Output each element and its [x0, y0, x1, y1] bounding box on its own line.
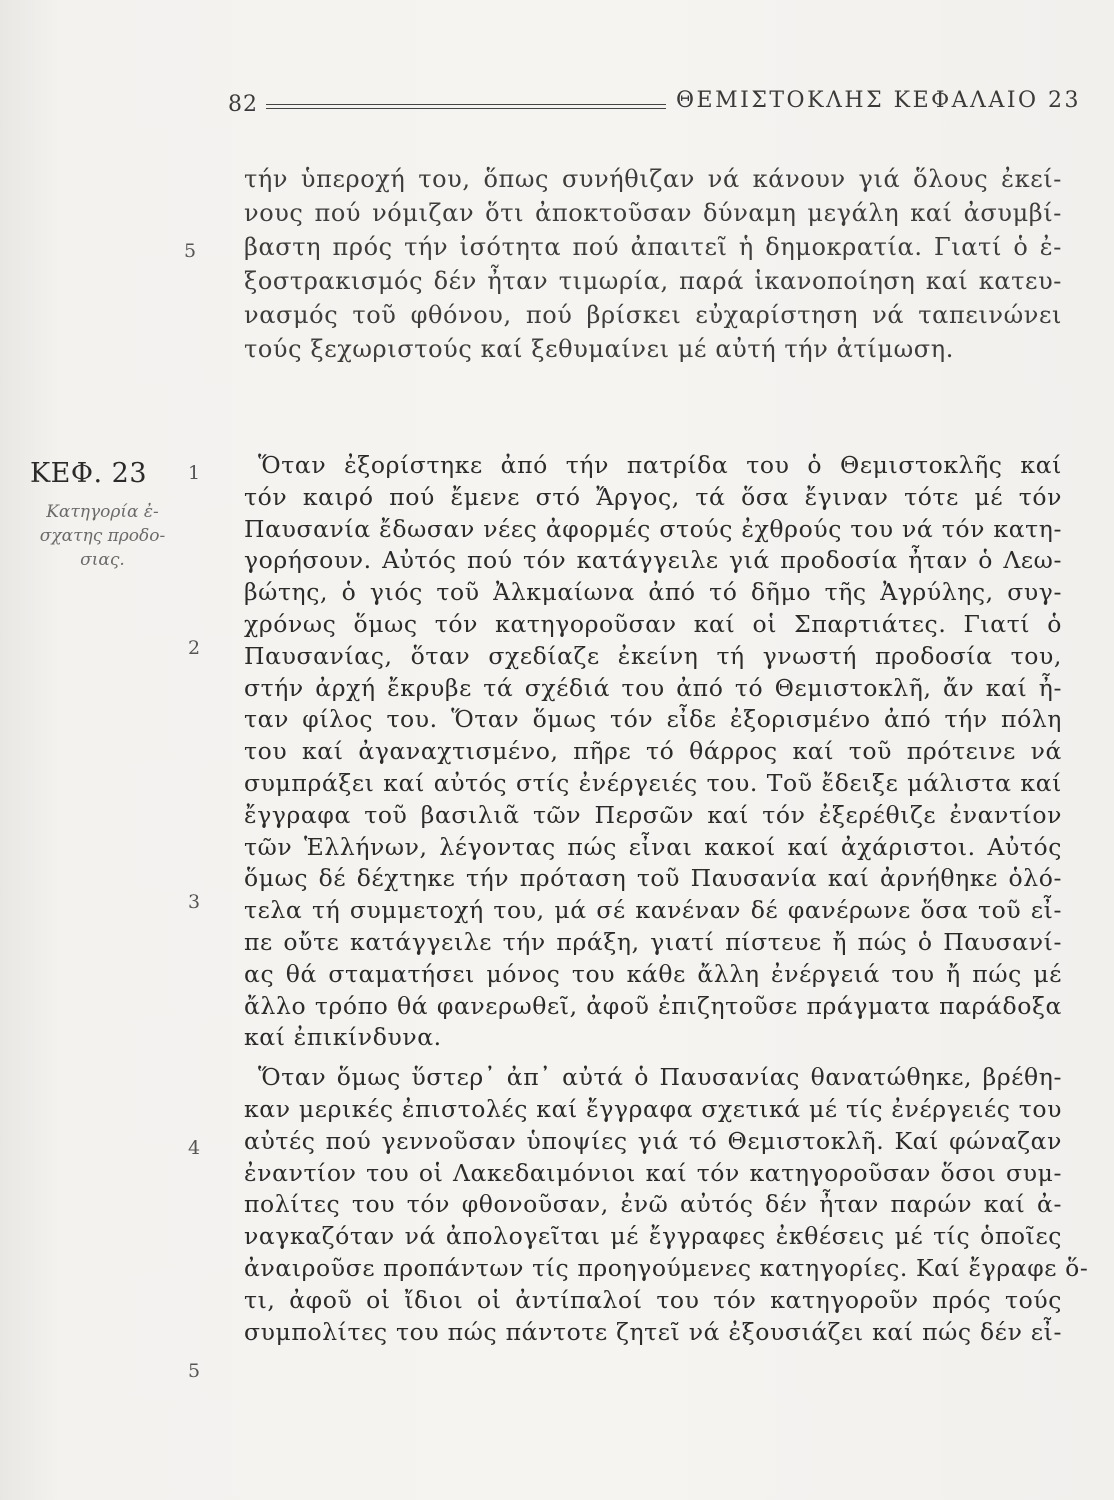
text-line: ἀναιροῦσε προπάντων τίς προηγούμενες κατηγορίες. Καί ἔγραφε ὅ-: [244, 1253, 1089, 1282]
text-line: πε οὔτε κατάγγειλε τήν πράξη, γιατί πίστευε ἤ πώς ὁ Παυσανί-: [244, 927, 1062, 956]
note-line: Κατηγορία ἐ-: [46, 502, 159, 522]
chapter-summary-note: [30, 500, 175, 572]
text-line: ἔγγραφα τοῦ βασιλιᾶ τῶν Περσῶν καί τόν ἐξερέθιζε ἐναντίον: [244, 800, 1062, 829]
text-line: τελα τή συμμετοχή του, μά σέ κανέναν δέ φανέρωνε ὅσα τοῦ εἶ-: [244, 896, 1062, 925]
text-line: τῶν Ἑλλήνων, λέγοντας πώς εἶναι κακοί καί ἀχάριστοι. Αὐτός: [244, 832, 1062, 861]
running-head: [226, 84, 1082, 124]
line-number: 5: [184, 240, 197, 262]
text-line: καί ἐπικίνδυνα.: [244, 1023, 442, 1052]
text-line: ἐναντίον του οἱ Λακεδαιμόνιοι καί τόν κατηγοροῦσαν ὅσοι συμ-: [244, 1158, 1062, 1187]
note-line: σχατης προδο-: [39, 526, 166, 546]
text-line: Ὅταν ἐξορίστηκε ἀπό τήν πατρίδα του ὁ Θεμιστοκλῆς καί: [258, 451, 1062, 479]
text-line: Παυσανίας, ὅταν σχεδίαζε ἐκείνη τή γνωστή προδοσία του,: [244, 641, 1062, 670]
line-number: 3: [188, 891, 201, 913]
line-number: 1: [188, 462, 201, 484]
text-line: στήν ἀρχή ἔκρυβε τά σχέδιά του ἀπό τό Θεμιστοκλῆ, ἄν καί ἦ-: [244, 673, 1062, 702]
text-line: του καί ἀγαναχτισμένο, πῆρε τό θάρρος καί τοῦ πρότεινε νά: [244, 737, 1062, 766]
text-line: Ὅταν ὅμως ὕστερ᾽ ἀπ᾽ αὐτά ὁ Παυσανίας θανατώθηκε, βρέθη-: [258, 1063, 1062, 1092]
text-line: καν μερικές ἐπιστολές καί ἔγγραφα σχετικά μέ τίς ἐνέργειές του: [244, 1094, 1062, 1123]
text-line: χρόνως ὅμως τόν κατηγοροῦσαν καί οἱ Σπαρτιάτες. Γιατί ὁ: [244, 609, 1062, 638]
text-line: τήν ὑπεροχή του, ὅπως συνήθιζαν νά κάνουν γιά ὅλους ἐκεί-: [244, 165, 1062, 193]
text-line: νασμός τοῦ φθόνου, πού βρίσκει εὐχαρίστηση νά ταπεινώνει: [244, 301, 1062, 329]
text-line: βαστη πρός τήν ἰσότητα πού ἀπαιτεῖ ἡ δημοκρατία. Γιατί ὁ ἐ-: [244, 233, 1062, 261]
text-line: Παυσανία ἔδωσαν νέες ἀφορμές στούς ἐχθρούς του νά τόν κατη-: [244, 514, 1062, 543]
text-line: τόν καιρό πού ἔμενε στό Ἄργος, τά ὅσα ἔγιναν τότε μέ τόν: [244, 482, 1062, 511]
line-number: 5: [188, 1360, 201, 1382]
chapter-23-text: [244, 450, 1089, 1348]
text-line: ξοστρακισμός δέν ἦταν τιμωρία, παρά ἱκανοποίηση καί κατευ-: [244, 267, 1062, 295]
line-number: 2: [188, 637, 201, 659]
text-line: τούς ξεχωριστούς καί ξεθυμαίνει μέ αὐτή τήν ἀτίμωση.: [244, 335, 954, 363]
text-line: γορήσουν. Αὐτός πού τόν κατάγγειλε γιά προδοσία ἦταν ὁ Λεω-: [244, 546, 1062, 575]
text-line: ναγκαζόταν νά ἀπολογεῖται μέ ἔγγραφες ἐκθέσεις μέ τίς ὁποῖες: [244, 1222, 1062, 1251]
text-line: συμπράξει καί αὐτός στίς ἐνέργειές του. Τοῦ ἔδειξε μάλιστα καί: [244, 768, 1062, 797]
text-line: ταν φίλος του. Ὅταν ὅμως τόν εἶδε ἐξορισμένο ἀπό τήν πόλη: [244, 705, 1062, 734]
text-line: ἄλλο τρόπο θά φανερωθεῖ, ἀφοῦ ἐπιζητοῦσε πράγματα παράδοξα: [244, 991, 1062, 1020]
paragraph-continuation: [244, 162, 1062, 366]
header-rule: [266, 104, 666, 109]
text-line: βώτης, ὁ γιός τοῦ Ἀλκμαίωνα ἀπό τό δῆμο τῆς Ἀγρύλης, συγ-: [244, 578, 1062, 607]
text-line: νους πού νόμιζαν ὅτι ἀποκτοῦσαν δύναμη μεγάλη καί ἀσυμβί-: [244, 199, 1062, 227]
line-number: 4: [188, 1137, 201, 1159]
page-number: 82: [228, 92, 258, 117]
text-line: συμπολίτες του πώς πάντοτε ζητεῖ νά ἐξουσιάζει καί πώς δέν εἶ-: [244, 1317, 1062, 1346]
chapter-heading: ΚΕΦ. 23: [30, 458, 148, 489]
text-line: πολίτες του τόν φθονοῦσαν, ἐνῶ αὐτός δέν ἦταν παρών καί ἀ-: [244, 1190, 1062, 1219]
text-line: ὅμως δέ δέχτηκε τήν πρόταση τοῦ Παυσανία καί ἀρνήθηκε ὁλό-: [244, 864, 1062, 893]
text-line: τι, ἀφοῦ οἱ ἴδιοι οἱ ἀντίπαλοί του τόν κατηγοροῦν πρός τούς: [244, 1285, 1062, 1314]
note-line: σιας.: [80, 550, 125, 570]
running-title: ΘΕΜΙΣΤΟΚΛΗΣ ΚΕΦΑΛΑΙΟ 23: [676, 88, 1082, 113]
text-line: αὐτές πού γεννοῦσαν ὑποψίες γιά τό Θεμιστοκλῆ. Καί φώναζαν: [244, 1126, 1062, 1155]
text-line: ας θά σταματήσει μόνος του κάθε ἄλλη ἐνέργειά του ἤ πώς μέ: [244, 959, 1062, 988]
